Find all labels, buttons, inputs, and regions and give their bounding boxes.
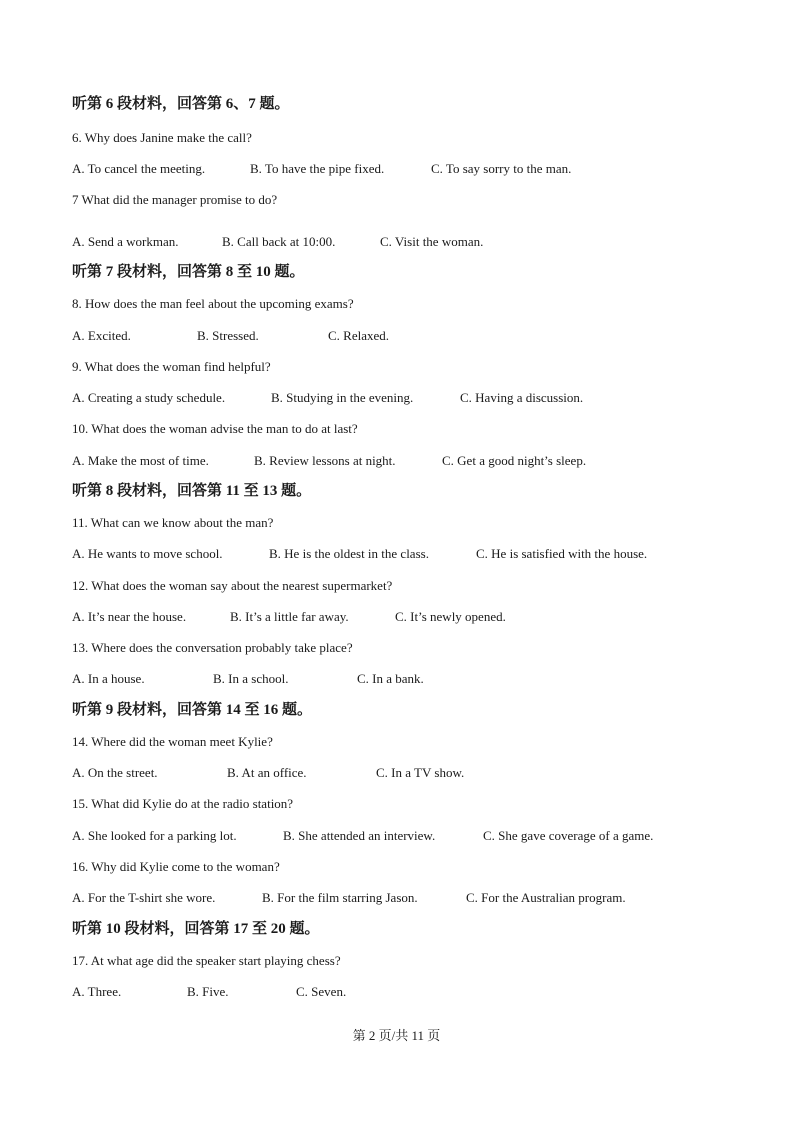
question-13: 13. Where does the conversation probably take place? [72, 640, 353, 655]
option-17b: B. Five. [187, 984, 229, 999]
question-7: 7 What did the manager promise to do? [72, 192, 278, 207]
option-16a: A. For the T-shirt she wore. [72, 890, 216, 905]
option-15c: C. She gave coverage of a game. [483, 828, 654, 843]
option-8a: A. Excited. [72, 328, 131, 343]
question-15: 15. What did Kylie do at the radio station? [72, 796, 294, 811]
question-8: 8. How does the man feel about the upcoming exams? [72, 296, 354, 311]
option-7b: B. Call back at 10:00. [222, 234, 336, 249]
section-heading-9: 听第 9 段材料，回答第 14 至 16 题。 [72, 702, 313, 718]
question-10: 10. What does the woman advise the man to do at last? [72, 421, 358, 436]
option-10b: B. Review lessons at night. [254, 453, 396, 468]
option-16b: B. For the film starring Jason. [262, 890, 418, 905]
section-heading-6: 听第 6 段材料，回答第 6、7 题。 [72, 96, 290, 112]
option-14c: C. In a TV show. [376, 765, 465, 780]
option-12a: A. It’s near the house. [72, 609, 187, 624]
section-heading-7: 听第 7 段材料，回答第 8 至 10 题。 [72, 264, 305, 280]
option-11b: B. He is the oldest in the class. [269, 546, 429, 561]
option-13a: A. In a house. [72, 671, 145, 686]
question-16: 16. Why did Kylie come to the woman? [72, 859, 280, 874]
option-7c: C. Visit the woman. [380, 234, 484, 249]
option-16c: C. For the Australian program. [466, 890, 626, 905]
option-17c: C. Seven. [296, 984, 347, 999]
option-6b: B. To have the pipe fixed. [250, 161, 385, 176]
section-heading-10: 听第 10 段材料，回答第 17 至 20 题。 [72, 921, 320, 937]
question-14: 14. Where did the woman meet Kylie? [72, 734, 273, 749]
option-15a: A. She looked for a parking lot. [72, 828, 237, 843]
option-8b: B. Stressed. [197, 328, 259, 343]
option-14a: A. On the street. [72, 765, 158, 780]
option-11a: A. He wants to move school. [72, 546, 223, 561]
option-17a: A. Three. [72, 984, 122, 999]
option-11c: C. He is satisfied with the house. [476, 546, 648, 561]
question-17: 17. At what age did the speaker start playing chess? [72, 953, 341, 968]
option-13b: B. In a school. [213, 671, 289, 686]
question-9: 9. What does the woman find helpful? [72, 359, 271, 374]
option-6c: C. To say sorry to the man. [431, 161, 572, 176]
option-10c: C. Get a good night’s sleep. [442, 453, 587, 468]
option-12b: B. It’s a little far away. [230, 609, 349, 624]
question-12: 12. What does the woman say about the nearest supermarket? [72, 578, 393, 593]
option-10a: A. Make the most of time. [72, 453, 209, 468]
page-number-footer: 第 2 页/共 11 页 [352, 1028, 441, 1043]
option-7a: A. Send a workman. [72, 234, 179, 249]
option-8c: C. Relaxed. [328, 328, 390, 343]
option-15b: B. She attended an interview. [283, 828, 436, 843]
option-9c: C. Having a discussion. [460, 390, 584, 405]
option-6a: A. To cancel the meeting. [72, 161, 206, 176]
option-9b: B. Studying in the evening. [271, 390, 414, 405]
section-heading-8: 听第 8 段材料，回答第 11 至 13 题。 [72, 483, 312, 499]
option-14b: B. At an office. [227, 765, 307, 780]
option-13c: C. In a bank. [357, 671, 424, 686]
option-12c: C. It’s newly opened. [395, 609, 506, 624]
option-9a: A. Creating a study schedule. [72, 390, 226, 405]
question-6: 6. Why does Janine make the call? [72, 130, 252, 145]
question-11: 11. What can we know about the man? [72, 515, 274, 530]
